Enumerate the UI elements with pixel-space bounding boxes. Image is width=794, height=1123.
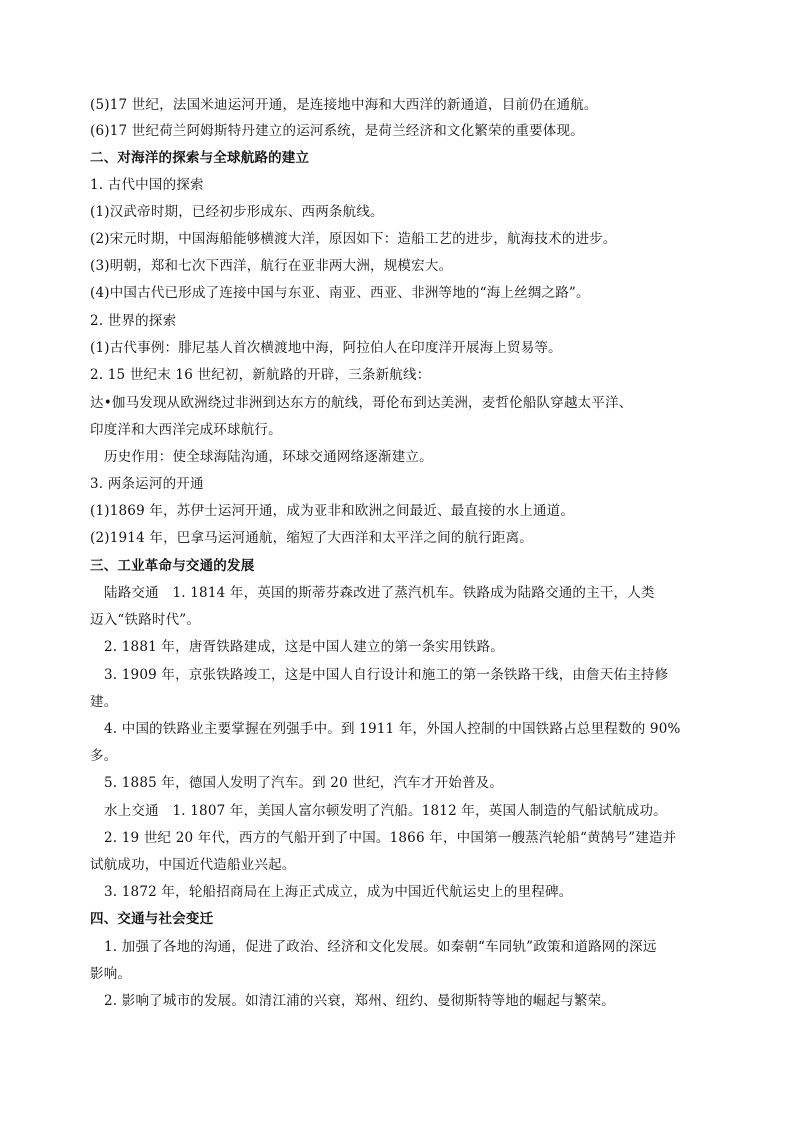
section-heading-4: 四、交通与社会变迁 [90, 911, 214, 927]
item-steamship-china-line2: 试航成功，中国近代造船业兴起。 [90, 857, 296, 873]
section-heading-2: 二、对海洋的探索与全球航路的建立 [90, 150, 310, 166]
item-jingzhang-line2: 建。 [90, 694, 118, 710]
routes-text-line1: 达•伽马发现从欧洲绕过非洲到达东方的航线，哥伦布到达美洲，麦哲伦船队穿越太平洋、 [90, 395, 633, 411]
item-5-midi-canal: (5)17 世纪，法国米迪运河开通，是连接地中海和大西洋的新通道，目前仍在通航。 [90, 97, 598, 113]
routes-text-line2: 印度洋和大西洋完成环球航行。 [90, 422, 282, 438]
water-transport-line1: 水上交通 1. 1807 年，美国人富尔顿发明了汽船。1812 年，英国人制造的气船试航成功。 [104, 803, 667, 819]
item-han-wudi: (1)汉武帝时期，已经初步形成东、西两条航线。 [90, 204, 384, 220]
item-china-merchants: 3. 1872 年，轮船招商局在上海正式成立，成为中国近代航运史上的里程碑。 [104, 884, 573, 900]
item-automobile: 5. 1885 年，德国人发明了汽车。到 20 世纪，汽车才开始普及。 [104, 775, 504, 791]
item-jingzhang-line1: 3. 1909 年，京张铁路竣工，这是中国人自行设计和施工的第一条铁路干线，由詹天佑主持修 [104, 667, 669, 683]
subheading-world-exploration: 2. 世界的探索 [90, 313, 177, 329]
item-suez-canal: (1)1869 年，苏伊士运河开通，成为亚非和欧洲之间最近、最直接的水上通道。 [90, 503, 575, 519]
item-ming-zhenghe: (3)明朝，郑和七次下西洋，航行在亚非两大洲，规模宏大。 [90, 258, 453, 274]
land-transport-line2: 迈入“铁路时代”。 [90, 612, 201, 628]
item-foreign-control-line2: 多。 [90, 748, 118, 764]
item-communication-line1: 1. 加强了各地的沟通，促进了政治、经济和文化发展。如秦朝“车同轨”政策和道路网的深远 [104, 939, 657, 955]
item-panama-canal: (2)1914 年，巴拿马运河通航，缩短了大西洋和太平洋之间的航行距离。 [90, 530, 533, 546]
item-maritime-silk-road: (4)中国古代已形成了连接中国与东亚、南亚、西亚、非洲等地的“海上丝绸之路”。 [90, 285, 590, 301]
historical-effect: 历史作用：使全球海陆沟通，环球交通网络逐渐建立。 [104, 449, 433, 465]
item-steamship-china-line1: 2. 19 世纪 20 年代，西方的气船开到了中国。1866 年，中国第一艘蒸汽轮船“黄鹄号”建造并 [104, 830, 677, 846]
item-ancient-examples: (1)古代事例：腓尼基人首次横渡地中海，阿拉伯人在印度洋开展海上贸易等。 [90, 340, 562, 356]
section-heading-3: 三、工业革命与交通的发展 [90, 558, 255, 574]
item-6-amsterdam-canals: (6)17 世纪荷兰阿姆斯特丹建立的运河系统，是荷兰经济和文化繁荣的重要体现。 [90, 123, 584, 139]
item-foreign-control-line1: 4. 中国的铁路业主要掌握在列强手中。到 1911 年，外国人控制的中国铁路占总里程数的 90% [104, 721, 681, 737]
item-song-yuan: (2)宋元时期，中国海船能够横渡大洋，原因如下：造船工艺的进步，航海技术的进步。 [90, 231, 617, 247]
item-communication-line2: 影响。 [90, 966, 132, 982]
item-new-routes: 2. 15 世纪末 16 世纪初，新航路的开辟，三条新航线： [90, 367, 431, 383]
item-city-development: 2. 影响了城市的发展。如清江浦的兴衰，郑州、纽约、曼彻斯特等地的崛起与繁荣。 [104, 993, 615, 1009]
subheading-ancient-china: 1. 古代中国的探索 [90, 177, 204, 193]
subheading-two-canals: 3. 两条运河的开通 [90, 476, 204, 492]
item-tangxu-railway: 2. 1881 年，唐胥铁路建成，这是中国人建立的第一条实用铁路。 [104, 639, 504, 655]
land-transport-line1: 陆路交通 1. 1814 年，英国的斯蒂芬森改进了蒸汽机车。铁路成为陆路交通的主干，人类 [104, 585, 655, 601]
